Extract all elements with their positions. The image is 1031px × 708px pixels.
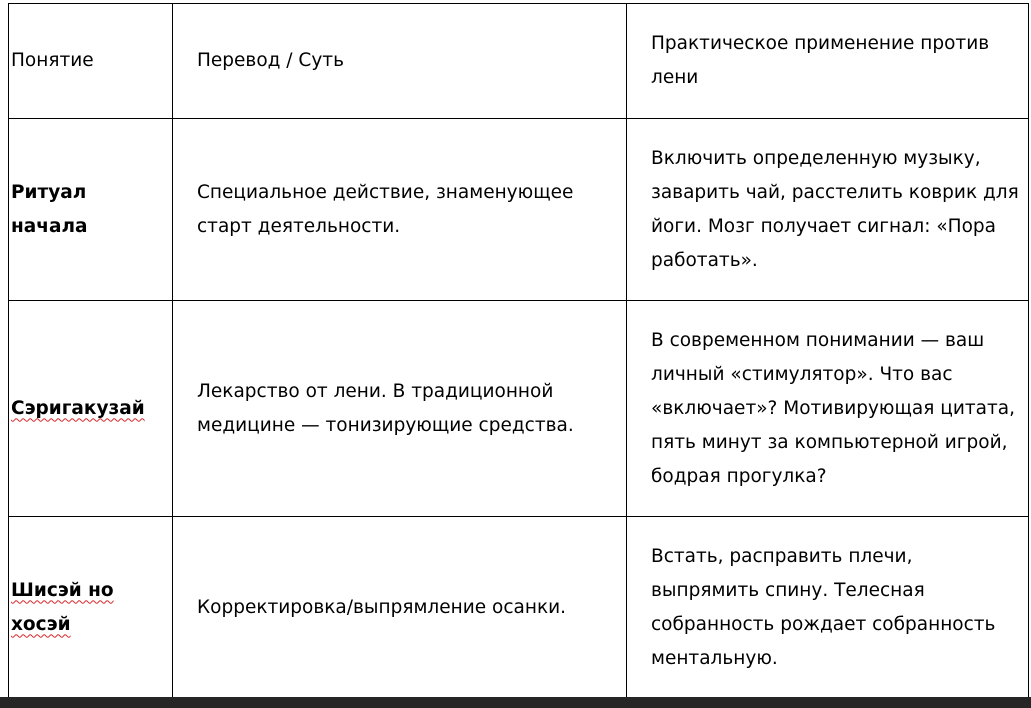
- concept-cell: Сэригакузай: [9, 301, 173, 517]
- table-row: [9, 119, 1029, 301]
- application-cell: Встать, расправить плечи, выпрямить спину. Телесная собранность рождает собранность ментальную.: [627, 517, 1029, 699]
- concept-cell: Шисэй но хосэй: [9, 517, 173, 699]
- header-meaning: Перевод / Суть: [173, 4, 627, 119]
- header-application: Практическое применение против лени: [627, 4, 1029, 119]
- meaning-cell: Корректировка/выпрямление осанки.: [173, 517, 627, 699]
- header-concept: Понятие: [9, 4, 173, 119]
- window-bottom-bar: [0, 697, 1031, 708]
- table-row: [9, 517, 1029, 699]
- table-row: [9, 301, 1029, 517]
- meaning-cell: Специальное действие, знаменующее старт деятельности.: [173, 119, 627, 301]
- application-cell: В современном понимании — ваш личный «стимулятор». Что вас «включает»? Мотивирующая цитата, пять минут за компьютерной игрой, бодрая прогулка?: [627, 301, 1029, 517]
- concepts-table: [8, 3, 1029, 699]
- table-header-row: [9, 4, 1029, 119]
- meaning-cell: Лекарство от лени. В традиционной медицине — тонизирующие средства.: [173, 301, 627, 517]
- application-cell: Включить определенную музыку, заварить чай, расстелить коврик для йоги. Мозг получает сигнал: «Пора работать».: [627, 119, 1029, 301]
- concept-cell: Ритуал начала: [9, 119, 173, 301]
